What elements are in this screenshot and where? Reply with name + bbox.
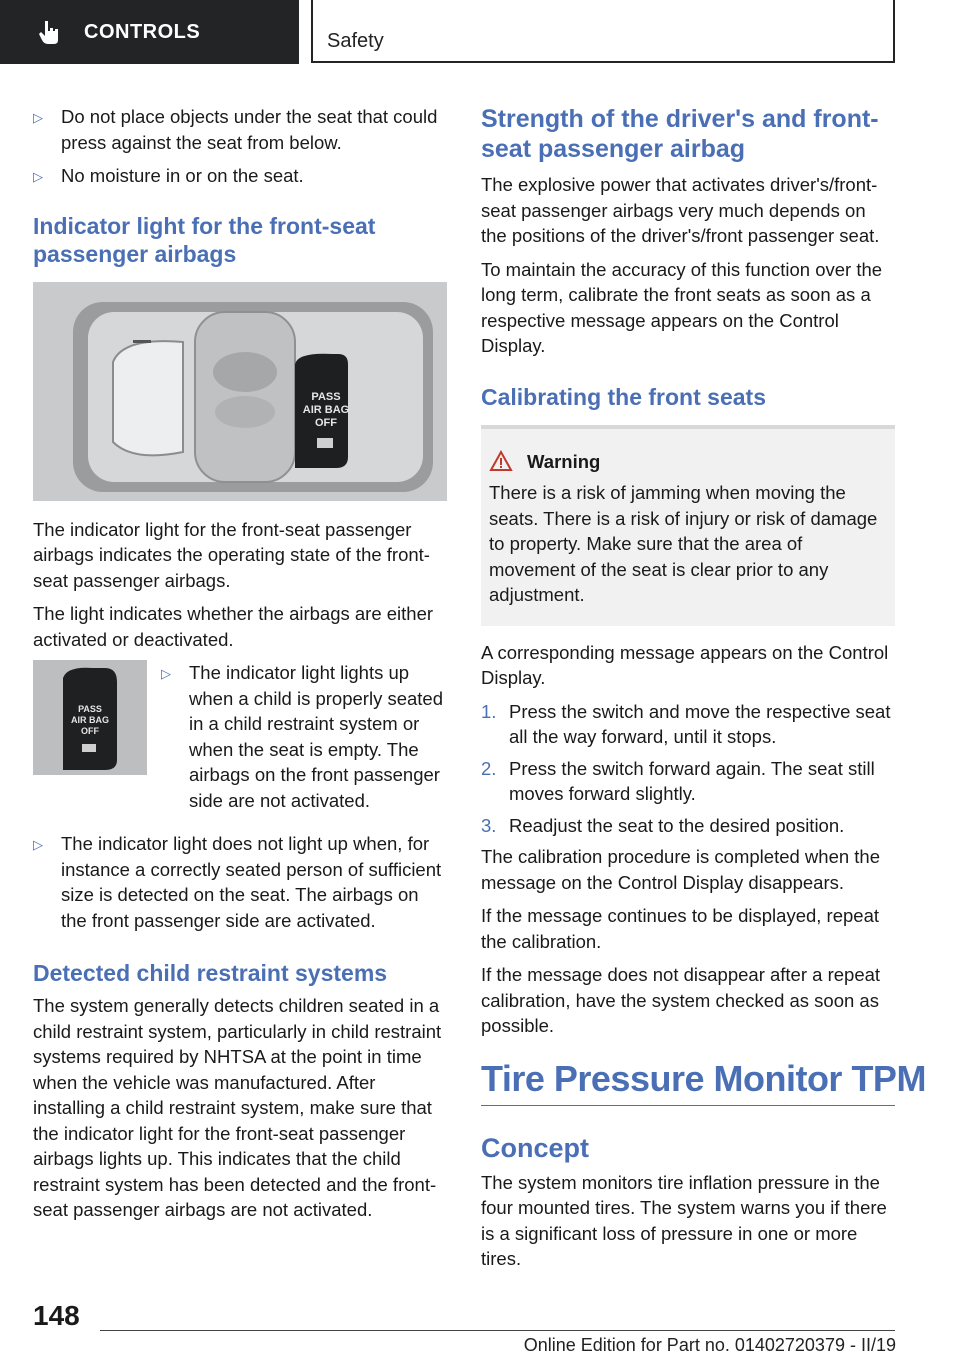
paragraph: The light indicates whether the airbags are either activated or deactivated. xyxy=(33,603,434,650)
bullet-text: The indicator light lights up when a child is properly seated in a child restraint system or when the seat is empty. The airbags on the front passenger side are not activated. xyxy=(189,662,444,811)
concept-heading: Concept xyxy=(481,1132,589,1163)
paragraph: If the message continues to be displayed, repeat the calibration. xyxy=(481,905,880,952)
warning-title: Warning xyxy=(527,450,601,472)
indicator-side-block xyxy=(33,660,447,821)
warning-triangle-icon xyxy=(489,450,513,472)
step-number: 3. xyxy=(481,814,497,836)
hand-pointer-icon xyxy=(36,18,64,46)
bullet-text: Do not place objects under the seat that could press against the seat from below. xyxy=(61,106,438,153)
detected-heading: Detected child restraint systems xyxy=(33,960,388,986)
step-text: Readjust the seat to the desired position. xyxy=(509,814,845,836)
airbag-switch-photo xyxy=(33,282,447,501)
step-item xyxy=(481,756,895,807)
list-item xyxy=(33,831,447,933)
section-tab-label: CONTROLS xyxy=(84,20,201,43)
footer-divider xyxy=(100,1330,895,1331)
right-column xyxy=(481,104,926,1280)
tpm-heading: Tire Pressure Monitor TPM xyxy=(481,1057,895,1106)
paragraph: To maintain the accuracy of this function over the long term, calibrate the front seats as soon as a respective message appears on the Control Display. xyxy=(481,258,883,356)
warning-box xyxy=(481,425,895,626)
calibrating-heading: Calibrating the front seats xyxy=(481,383,766,410)
paragraph: The system generally detects children seated in a child restraint system, particularly in child restraint systems required by NHTSA at the point in time when the vehicle was manufactured. After installing a child restraint system, make sure that the indicator light for the front-seat passenger airbags lights up. This indicates that the child restraint system has been detected and the front-seat passenger airbags are not activated. xyxy=(33,995,442,1220)
chapter-header xyxy=(311,0,895,63)
pass-label: PASS xyxy=(311,390,341,403)
footer-edition: Online Edition for Part no. 01402720379 - II/19 xyxy=(523,1335,896,1355)
airbag-label: AIR BAG xyxy=(302,403,350,416)
step-text: Press the switch forward again. The seat still moves forward slightly. xyxy=(509,757,875,804)
triangle-bullet-icon: ▷ xyxy=(33,169,43,184)
paragraph: If the message does not disappear after a repeat calibration, have the system checked as soon as possible. xyxy=(481,964,881,1036)
off-label: OFF xyxy=(315,416,337,429)
paragraph: The explosive power that activates driver's/front-seat passenger airbags very much depends on the positions of the driver's/front passenger seat. xyxy=(481,174,880,246)
left-column xyxy=(33,104,447,1231)
bullet-text: The indicator light does not light up when, for instance a correctly seated person of sufficient size is detected on the seat. The airbags on the front passenger side are activated. xyxy=(61,833,442,931)
strength-heading: Strength of the driver's and front-seat passenger airbag xyxy=(481,105,879,163)
paragraph: A corresponding message appears on the Control Display. xyxy=(481,641,889,688)
page-number: 148 xyxy=(33,1300,80,1331)
paragraph: The calibration procedure is completed when the message on the Control Display disappears. xyxy=(481,846,881,893)
airbag-indicator-photo xyxy=(33,660,147,775)
step-number: 2. xyxy=(481,757,497,779)
step-item xyxy=(481,813,895,839)
paragraph: The system monitors tire inflation pressure in the four mounted tires. The system warns you if there is a significant loss of pressure in one or more tires. xyxy=(481,1171,887,1269)
step-text: Press the switch and move the respective seat all the way forward, until it stops. xyxy=(509,700,891,747)
triangle-bullet-icon: ▷ xyxy=(161,666,171,681)
chapter-title: Safety xyxy=(327,30,384,52)
step-item xyxy=(481,699,895,750)
child-seat-icon xyxy=(317,438,333,448)
indicator-heading: Indicator light for the front-seat passenger airbags xyxy=(33,212,376,267)
step-number: 1. xyxy=(481,700,497,722)
warning-text: There is a risk of jamming when moving the seats. There is a risk of injury or risk of damage to property. Make sure that the area of movement of the seat is clear prior to any adjustment. xyxy=(489,482,878,605)
bullet-text: No moisture in or on the seat. xyxy=(61,165,304,186)
triangle-bullet-icon: ▷ xyxy=(33,110,43,125)
list-item xyxy=(33,104,447,155)
off-label: OFF xyxy=(81,726,99,736)
list-item xyxy=(161,660,447,813)
airbag-label: AIR BAG xyxy=(71,715,109,725)
triangle-bullet-icon: ▷ xyxy=(33,837,43,852)
list-item xyxy=(33,163,447,190)
paragraph: The indicator light for the front-seat passenger airbags indicates the operating state of the front-seat passenger airbags. xyxy=(33,518,430,591)
section-tab xyxy=(0,0,299,64)
pass-label: PASS xyxy=(78,704,102,714)
